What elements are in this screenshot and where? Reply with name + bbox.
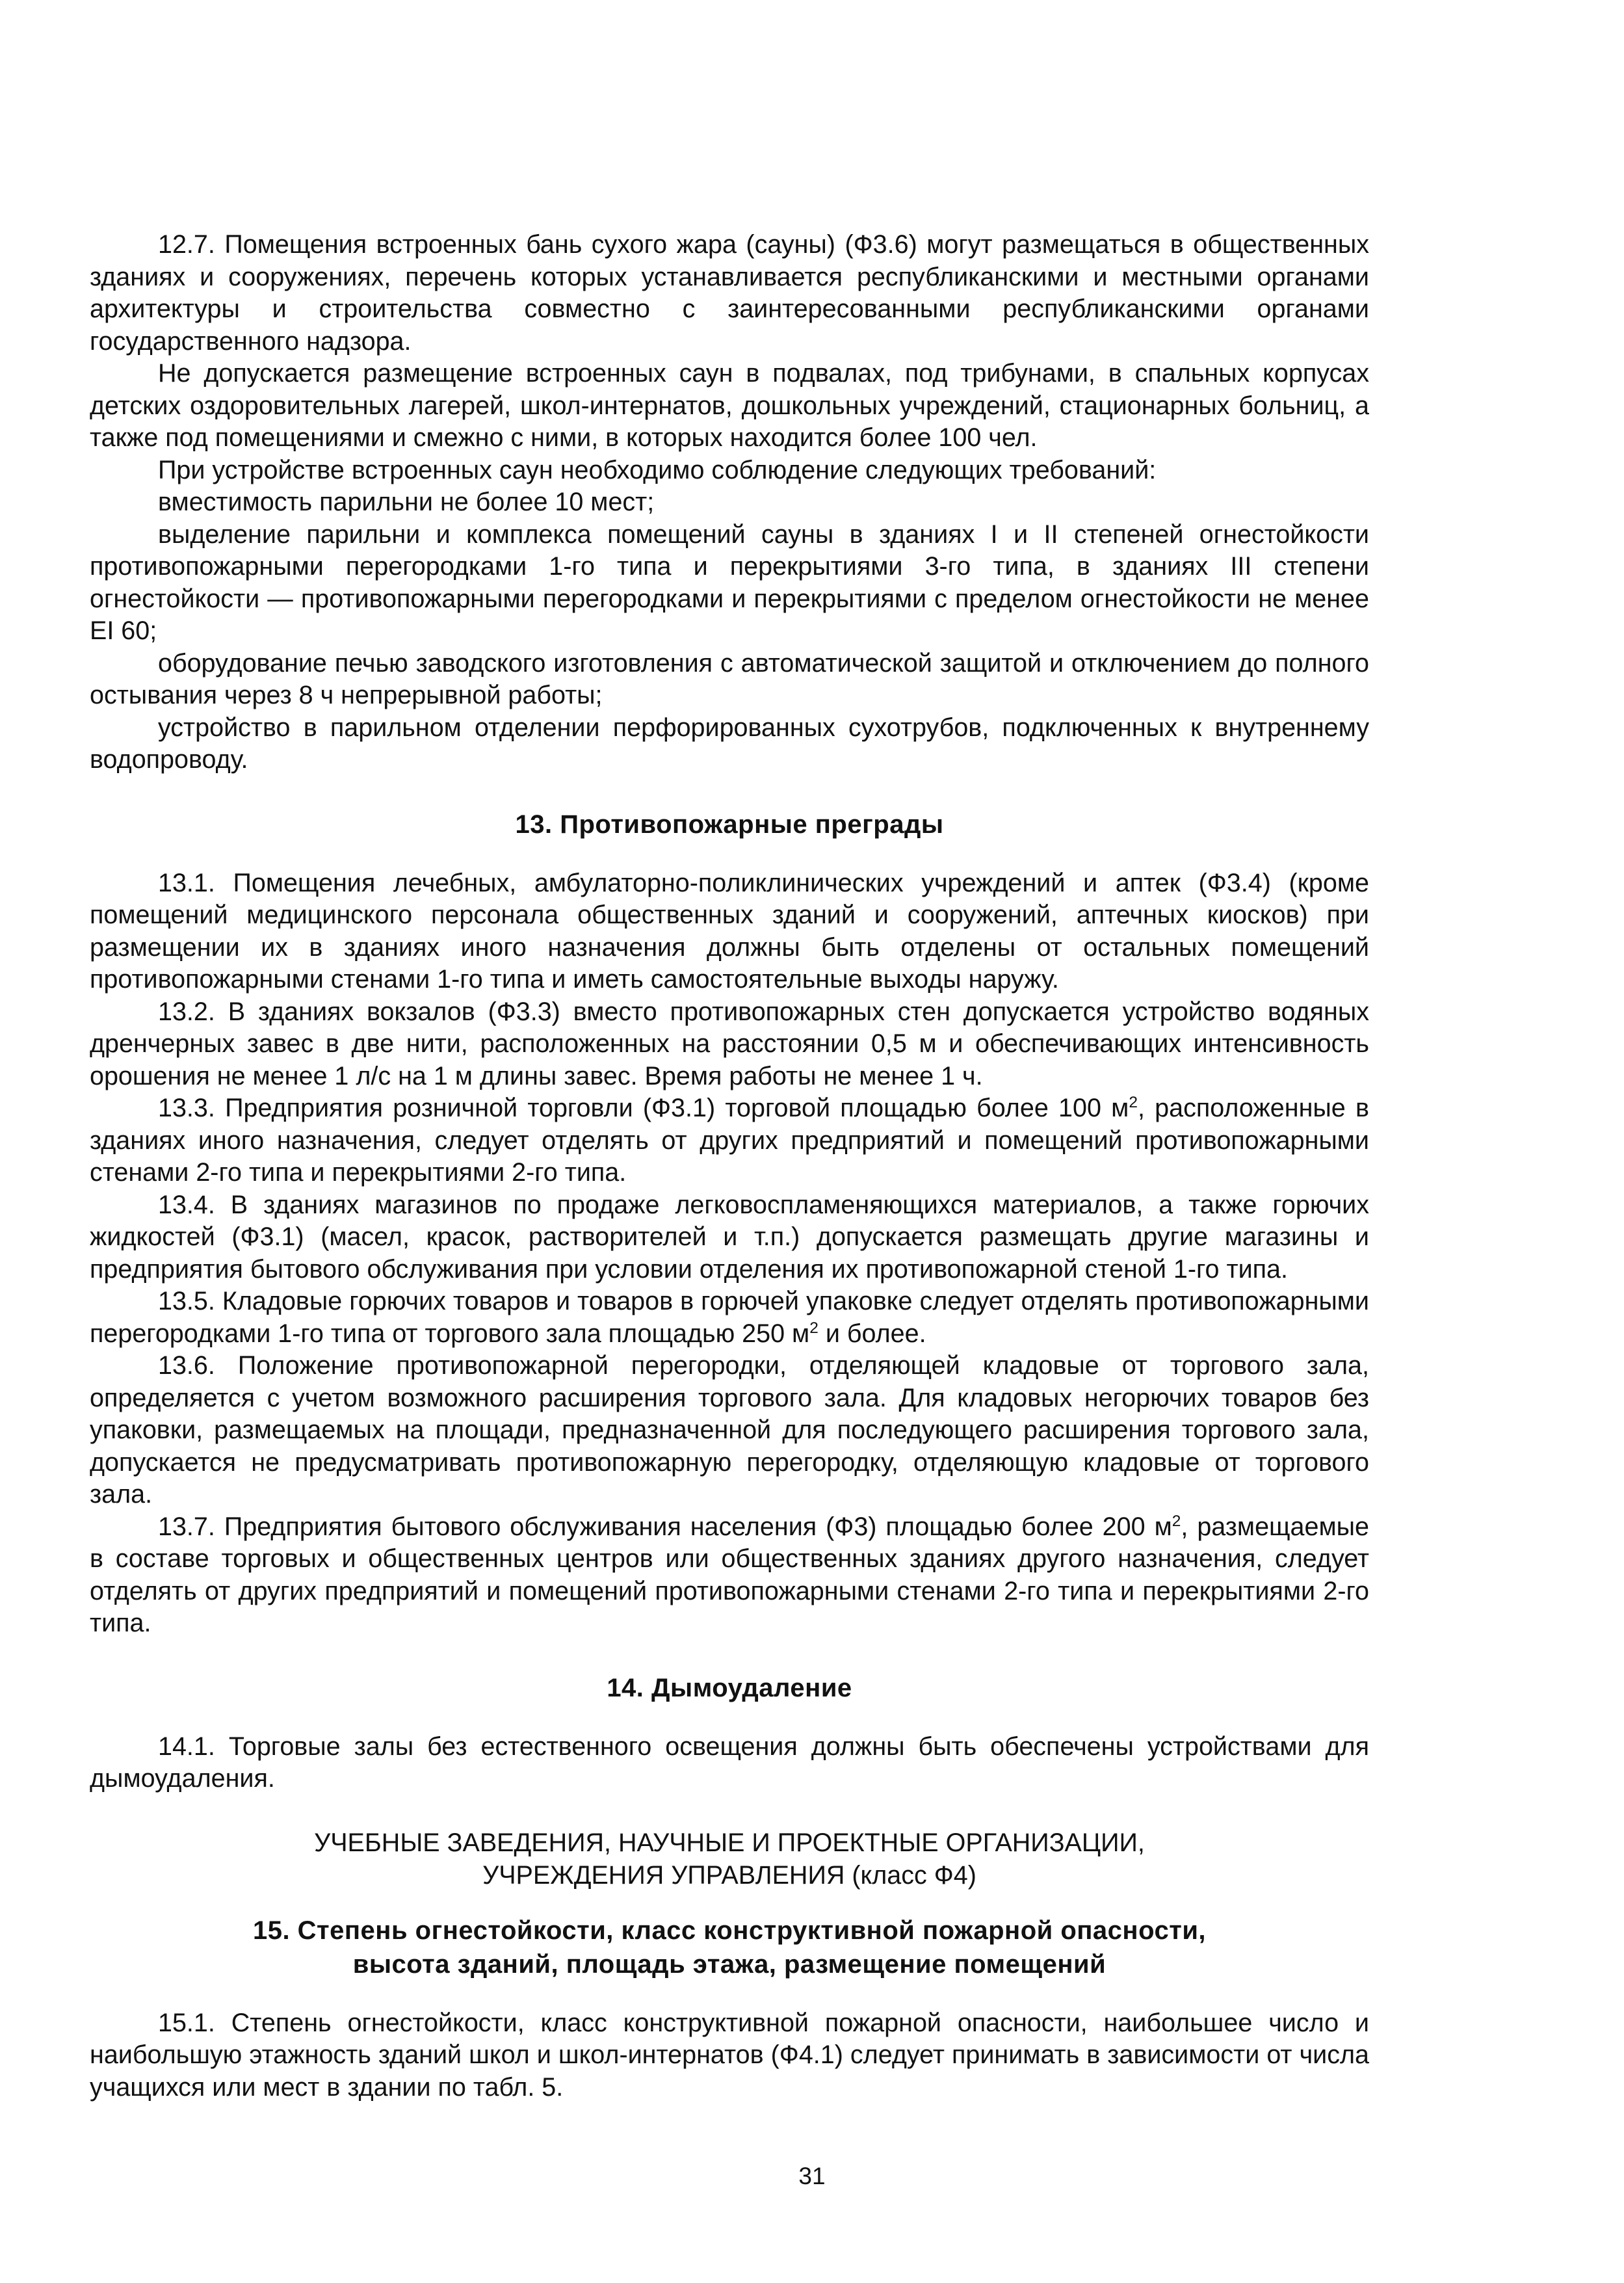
- document-page: [90, 229, 1369, 2104]
- paragraph-14-1: 14.1. Торговые залы без естественного освещения должны быть обеспечены устройствами для дымоудаления.: [90, 1732, 1369, 1793]
- paragraph-12-7: 12.7. Помещения встроенных бань сухого жара (сауны) (Ф3.6) могут размещаться в общественных зданиях и сооружениях, перечень которых устанавливается республиканскими и местными органами архитектуры и строительства совместно с заинтересованными республиканскими органами государственного надзора.: [90, 230, 1369, 356]
- class-f4-heading-line-2: УЧРЕЖДЕНИЯ УПРАВЛЕНИЯ (класс Ф4): [482, 1860, 976, 1890]
- paragraph-13-3: 13.3. Предприятия розничной торговли (Ф3.1) торговой площадью более 100 $м^2$, расположенные в зданиях иного назначения, следует отделять от других предприятий и помещений противопожарными стенами 2-го типа и перекрытиями 2-го типа.: [90, 1093, 1369, 1187]
- requirement-capacity: вместимость парильни не более 10 мест;: [158, 488, 655, 516]
- paragraph-13-5: 13.5. Кладовые горючих товаров и товаров в горючей упаковке следует отделять противопожарными перегородками 1-го типа от торгового зала площадью 250 $м^2$ и более.: [90, 1287, 1369, 1348]
- section-14-heading: 14. Дымоудаление: [607, 1673, 852, 1702]
- paragraph-13-6: 13.6. Положение противопожарной перегородки, отделяющей кладовые от торгового зала, определяется с учетом возможного расширения торгового зала. Для кладовых негорючих товаров без упаковки, размещаемых на площади, предназначенной для последующего расширения торгового зала, допускается не предусматривать противопожарную перегородку, отделяющую кладовые от торгового зала.: [90, 1351, 1369, 1509]
- section-15-heading-line-1: 15. Степень огнестойкости, класс конструктивной пожарной опасности,: [252, 1916, 1207, 1945]
- class-f4-heading-line-1: УЧЕБНЫЕ ЗАВЕДЕНИЯ, НАУЧНЫЕ И ПРОЕКТНЫЕ ОРГАНИЗАЦИИ,: [314, 1828, 1145, 1857]
- paragraph-sauna-requirements: При устройстве встроенных саун необходимо соблюдение следующих требований:: [158, 455, 1157, 484]
- requirement-dry-pipes: устройство в парильном отделении перфорированных сухотрубов, подключенных к внутреннему водопроводу.: [90, 713, 1369, 774]
- section-13-heading: 13. Противопожарные преграды: [515, 810, 944, 839]
- paragraph-13-1: 13.1. Помещения лечебных, амбулаторно-поликлинических учреждений и аптек (Ф3.4) (кроме помещений медицинского персонала общественных зданий и сооружений, аптечных киосков) при размещении их в зданиях иного назначения должны быть отделены от остальных помещений противопожарными стенами 1-го типа и иметь самостоятельные выходы наружу.: [90, 868, 1369, 994]
- requirement-separation: выделение парильни и комплекса помещений сауны в зданиях I и II степеней огнестойкости противопожарными перегородками 1-го типа и перекрытиями 3-го типа, в зданиях III степени огнестойкости — противопожарными перегородками и перекрытиями с пределом огнестойкости не менее EI 60;: [90, 520, 1369, 645]
- page-number: 31: [798, 2163, 826, 2189]
- paragraph-13-2: 13.2. В зданиях вокзалов (Ф3.3) вместо противопожарных стен допускается устройство водяных дренчерных завес в две нити, расположенных на расстоянии 0,5 м и обеспечивающих интенсивность орошения не менее 1 л/с на 1 м длины завес. Время работы не менее 1 ч.: [90, 997, 1369, 1090]
- paragraph-sauna-prohibition: Не допускается размещение встроенных саун в подвалах, под трибунами, в спальных корпусах детских оздоровительных лагерей, школ-интернатов, дошкольных учреждений, стационарных больниц, а также под помещениями и смежно с ними, в которых находится более 100 чел.: [90, 359, 1369, 452]
- section-15-heading-line-2: высота зданий, площадь этажа, размещение помещений: [352, 1949, 1107, 1979]
- requirement-stove: оборудование печью заводского изготовления с автоматической защитой и отключением до полного остывания через 8 ч непрерывной работы;: [90, 648, 1369, 709]
- paragraph-15-1: 15.1. Степень огнестойкости, класс конструктивной пожарной опасности, наибольшее число и наибольшую этажность зданий школ и школ-интернатов (Ф4.1) следует принимать в зависимости от числа учащихся или мест в здании по табл. 5.: [90, 2008, 1369, 2102]
- paragraph-13-7: 13.7. Предприятия бытового обслуживания населения (Ф3) площадью более 200 $м^2$, размещаемые в составе торговых и общественных центров или общественных зданиях другого назначения, следует отделять от других предприятий и помещений противопожарными стенами 2-го типа и перекрытиями 2-го типа.: [90, 1512, 1369, 1637]
- paragraph-13-4: 13.4. В зданиях магазинов по продаже легковоспламеняющихся материалов, а также горючих жидкостей (Ф3.1) (масел, красок, растворителей и т.п.) допускается размещать другие магазины и предприятия бытового обслуживания при условии отделения их противопожарной стеной 1-го типа.: [90, 1190, 1369, 1284]
